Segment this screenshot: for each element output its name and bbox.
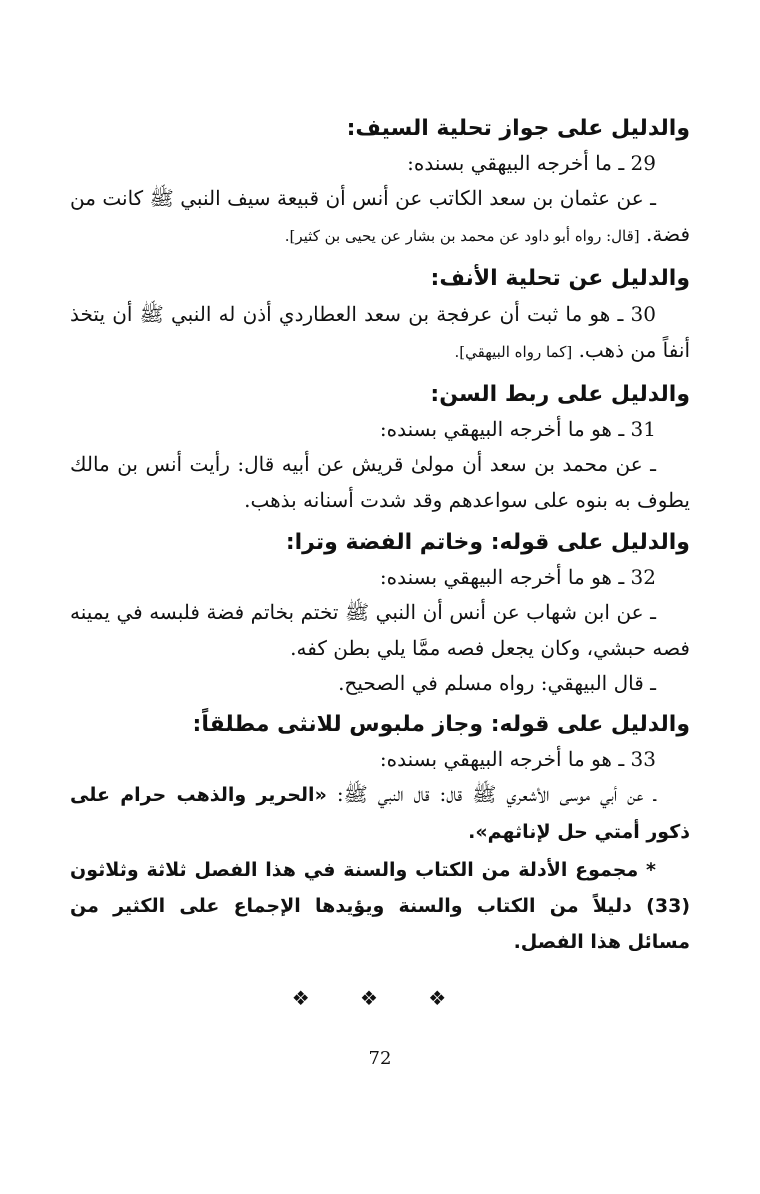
section-heading: والدليل على قوله: وخاتم الفضة وترا: xyxy=(285,530,690,555)
section-separator: ❖ ❖ ❖ xyxy=(291,986,469,1010)
hadith-note: [قال: رواه أبو داود عن محمد بن بشار عن يحيى بن كثير]. xyxy=(284,227,640,245)
hadith-number-line: 32 ـ هو ما أخرجه البيهقي بسنده: xyxy=(379,565,656,589)
hadith-extra: ـ قال البيهقي: رواه مسلم في الصحيح. xyxy=(338,671,656,695)
hadith-note: [كما رواه البيهقي]. xyxy=(454,343,573,361)
section-heading: والدليل على ربط السن: xyxy=(430,382,690,407)
hadith-number-line: 29 ـ ما أخرجه البيهقي بسنده: xyxy=(407,151,656,175)
hadith-number-line: 31 ـ هو ما أخرجه البيهقي بسنده: xyxy=(379,417,656,441)
section-heading: والدليل عن تحلية الأنف: xyxy=(430,266,690,291)
hadith-body: ـ عن أبي موسى الأشعري ﷺ قال: قال النبي ﷺ: xyxy=(336,782,657,806)
page-body xyxy=(70,108,690,1010)
chapter-summary: * مجموع الأدلة من الكتاب والسنة في هذا الفصل ثلاثة وثلاثون (33) دليلاً من الكتاب والسنة ويؤيدها الإجماع على الكثير من مسائل هذا الفصل. xyxy=(70,859,690,953)
hadith-text: ـ عن ابن شهاب عن أنس أن النبي ﷺ تختم بخاتم فضة فلبسه في يمينه فصه حبشي، وكان يجعل فصه ممَّا يلي بطن كفه. xyxy=(70,600,690,660)
section-heading: والدليل على جواز تحلية السيف: xyxy=(346,116,690,141)
hadith-text xyxy=(70,776,690,850)
hadith-text xyxy=(70,296,690,370)
hadith-number-line: 33 ـ هو ما أخرجه البيهقي بسنده: xyxy=(379,747,656,771)
hadith-body: ـ عن عثمان بن سعد الكاتب عن أنس أن قبيعة سيف النبي ﷺ كانت من فضة. xyxy=(70,186,690,246)
section-heading: والدليل على قوله: وجاز ملبوس للانثى مطلقاً: xyxy=(192,712,690,737)
hadith-text xyxy=(70,180,690,254)
hadith-quote: «الحرير والذهب حرام على ذكور أمتي حل لإناثهم». xyxy=(70,784,690,843)
page-number: 72 xyxy=(368,1048,392,1069)
hadith-text: ـ عن محمد بن سعد أن مولىٰ قريش عن أبيه قال: رأيت أنس بن مالك يطوف به بنوه على سواعدهم وقد شدت أسنانه بذهب. xyxy=(70,452,690,512)
hadith-body: 30 ـ هو ما ثبت أن عرفجة بن سعد العطاردي أذن له النبي ﷺ أن يتخذ أنفاً من ذهب. xyxy=(70,302,690,362)
